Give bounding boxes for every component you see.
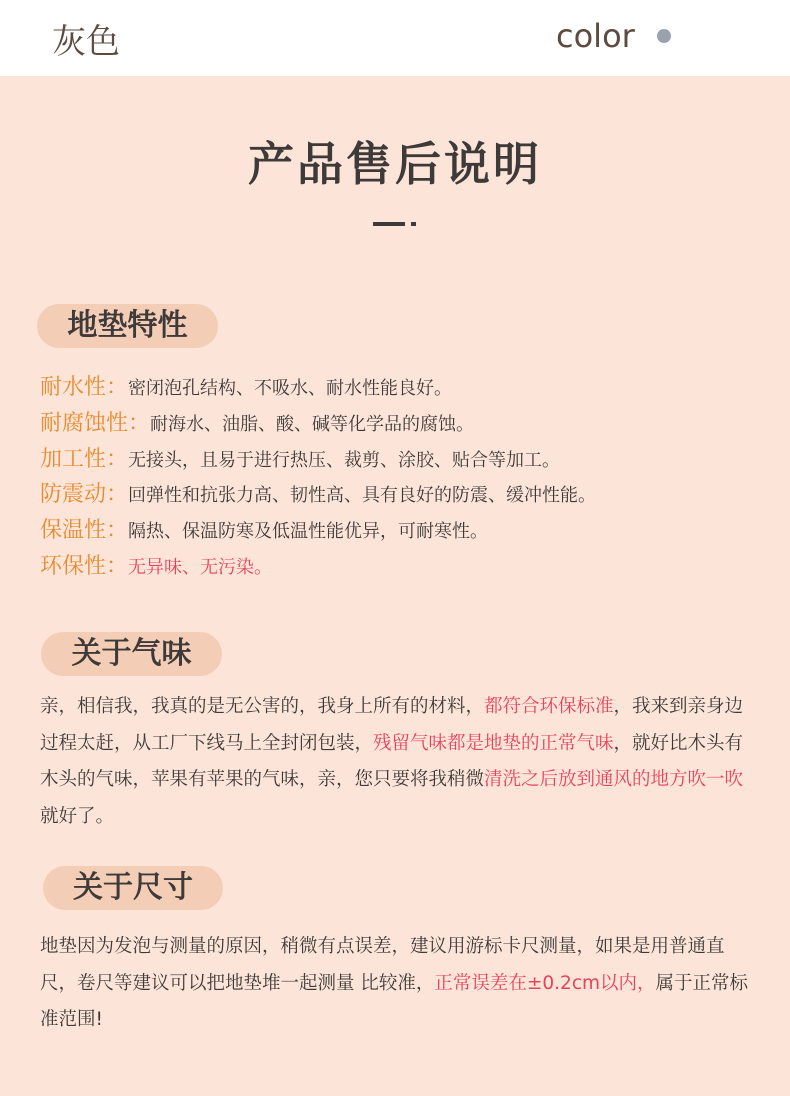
feature-key: 加工性： (40, 446, 129, 472)
color-label-en: color (556, 17, 635, 55)
feature-key: 环保性： (40, 553, 129, 579)
feature-value: 无接头，且易于进行热压、裁剪、涂胶、贴合等加工。 (128, 449, 561, 471)
feature-item (40, 549, 596, 585)
section-heading-smell: 关于气味 (41, 632, 222, 676)
page-title: 产品售后说明 (248, 137, 542, 191)
feature-key: 耐水性： (40, 375, 129, 400)
smell-text: 亲，相信我，我真的是无公害的，我身上所有的材料， (40, 696, 485, 717)
title-underline (373, 222, 405, 226)
smell-text: ，我来到亲身边过程太赶，从工厂下线马上全封闭包装， (40, 696, 744, 754)
feature-key: 保温性： (40, 518, 129, 544)
feature-list (40, 370, 596, 585)
size-text: 地垫因为发泡与测量的原因，稍微有点误差，建议用游标卡尺测量，如果是用普通直尺，卷尺等建议可以把地垫堆一起测量 比较准， (40, 936, 725, 994)
feature-item (40, 406, 596, 442)
size-highlight: 正常误差在±0.2cm以内， (434, 972, 656, 994)
feature-value: 耐海水、油脂、酸、碱等化学品的腐蚀。 (150, 413, 475, 435)
color-option-bar (0, 0, 790, 76)
smell-highlight: 清洗之后放到通风的地方吹一吹 (484, 769, 744, 790)
smell-paragraph (40, 689, 755, 835)
smell-highlight: 都符合环保标准 (484, 696, 614, 717)
smell-highlight: 残留气味都是地垫的正常气味 (373, 732, 614, 754)
section-heading-features: 地垫特性 (37, 304, 218, 348)
feature-value-highlight: 无异味、无污染。 (128, 556, 273, 578)
feature-item (40, 513, 596, 549)
color-swatch-dot (657, 29, 671, 43)
feature-item (40, 442, 596, 478)
feature-key: 耐腐蚀性： (40, 410, 151, 436)
feature-item (40, 477, 596, 513)
size-text: 属于正常标准范围! (40, 972, 749, 1030)
section-heading-size: 关于尺寸 (43, 866, 223, 910)
title-underline-dot (411, 222, 416, 226)
feature-value: 回弹性和抗张力高、韧性高、具有良好的防震、缓冲性能。 (128, 485, 597, 507)
smell-text: 就好了。 (40, 805, 115, 827)
size-paragraph (40, 929, 755, 1039)
feature-item (40, 370, 596, 406)
smell-text: ，就好比木头有木头的气味，苹果有苹果的气味，亲，您只要将我稍微 (40, 732, 744, 790)
feature-value: 隔热、保温防寒及低温性能优异，可耐寒性。 (128, 521, 489, 543)
color-name-cn: 灰色 (52, 22, 120, 62)
feature-key: 防震动： (40, 482, 129, 508)
feature-value: 密闭泡孔结构、不吸水、耐水性能良好。 (128, 378, 453, 399)
